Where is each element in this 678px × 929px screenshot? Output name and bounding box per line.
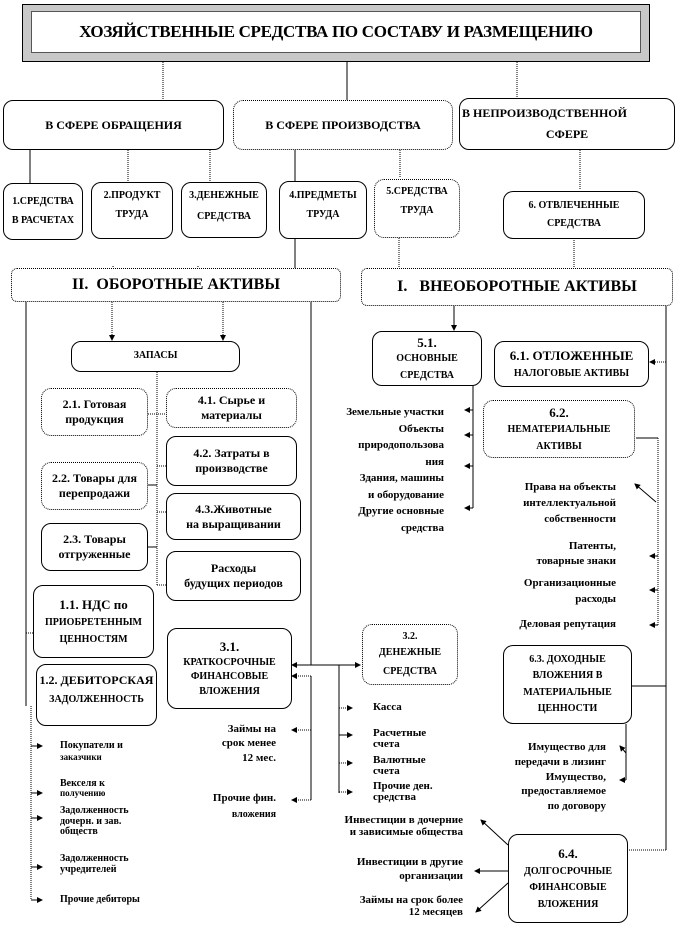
category-3-cash: 3.ДЕНЕЖНЫЕ СРЕДСТВА [181, 182, 267, 238]
receivable-item-subsidiaries: Задолженность дочерн. и зав. обществ [60, 805, 129, 837]
diagram-title: ХОЗЯЙСТВЕННЫЕ СРЕДСТВА ПО СОСТАВУ И РАЗМЕЩЕНИЮ [31, 11, 641, 53]
fixed-assets-5-1-box: 5.1. ОСНОВНЫЕ СРЕДСТВА [372, 331, 482, 386]
lti-item-subsidiaries: Инвестиции в дочерние и зависимые общества [344, 814, 463, 838]
intangible-item-patents: Патенты, товарные знаки [536, 540, 616, 568]
cash-item-other: Прочие ден. средства [373, 780, 433, 803]
intangibles-6-2-box: 6.2. НЕМАТЕРИАЛЬНЫЕ АКТИВЫ [483, 400, 635, 458]
category-1-settlements: 1.СРЕДСТВА В РАСЧЕТАХ [3, 183, 83, 240]
sti-item-other: Прочие фин. вложения [212, 792, 276, 820]
intangible-item-goodwill: Деловая репутация [519, 618, 616, 630]
receivable-item-buyers: Покупатели и заказчики [60, 740, 123, 762]
category-5-means-of-labor: 5.СРЕДСТВА ТРУДА [374, 179, 460, 238]
inventory-box: ЗАПАСЫ [71, 341, 240, 372]
intangible-item-org-expenses: Организационные расходы [523, 577, 616, 605]
cash-3-2-box: 3.2. ДЕНЕЖНЫЕ СРЕДСТВА [362, 624, 458, 685]
income-item-rental: Имущество, предоставляемое по договору [521, 771, 606, 812]
sphere-nonproduction: В НЕПРОИЗВОДСТВЕННОЙ СФЕРЕ [459, 98, 675, 150]
inventory-2-1-finished-goods: 2.1. Готовая продукция [41, 388, 148, 436]
sphere-production: В СФЕРЕ ПРОИЗВОДСТВА [233, 100, 453, 150]
intangible-item-ip-rights: Права на объекты интеллектуальной собственности [523, 481, 616, 525]
category-6-diverted-funds: 6. ОТВЛЕЧЕННЫЕ СРЕДСТВА [503, 191, 645, 239]
deferred-expenses-box: Расходы будущих периодов [166, 551, 301, 601]
cash-item-settlement-accounts: Расчетные счета [373, 727, 427, 750]
lti-item-other-orgs: Инвестиции в другие организации [356, 856, 463, 883]
inventory-2-2-goods-for-resale: 2.2. Товары для перепродажи [41, 462, 148, 510]
fa-item-land: Земельные участки [346, 406, 444, 418]
inventory-4-3-livestock: 4.3.Животные на выращивании [166, 493, 301, 540]
title-frame [22, 4, 650, 62]
income-item-leasing: Имущество для передачи в лизинг [514, 741, 606, 768]
inventory-4-2-wip: 4.2. Затраты в производстве [166, 436, 297, 486]
short-term-investments-3-1-box: 3.1. КРАТКОСРОЧНЫЕ ФИНАНСОВЫЕ ВЛОЖЕНИЯ [167, 628, 292, 709]
cash-item-register: Касса [373, 701, 402, 713]
category-2-labor-product: 2.ПРОДУКТ ТРУДА [91, 182, 173, 239]
cash-item-currency-accounts: Валютные счета [373, 754, 426, 777]
long-term-investments-6-4-box: 6.4. ДОЛГОСРОЧНЫЕ ФИНАНСОВЫЕ ВЛОЖЕНИЯ [508, 834, 628, 923]
deferred-tax-6-1-box: 6.1. ОТЛОЖЕННЫЕ НАЛОГОВЫЕ АКТИВЫ [494, 341, 649, 387]
vat-1-1-box: 1.1. НДС по ПРИОБРЕТЕННЫМ ЦЕННОСТЯМ [33, 585, 154, 658]
receivable-item-bills: Векселя к получению [60, 778, 106, 798]
income-investments-6-3-box: 6.3. ДОХОДНЫЕ ВЛОЖЕНИЯ В МАТЕРИАЛЬНЫЕ ЦЕННОСТИ [503, 645, 632, 724]
inventory-4-1-raw-materials: 4.1. Сырье и материалы [166, 388, 297, 428]
fixed-assets-items: Земельные участки Объекты природопользова ния Здания, машины и оборудование Другие основные средства [322, 404, 444, 536]
lti-item-loans: Займы на срок более 12 месяцев [359, 894, 463, 918]
current-assets-header: II. ОБОРОТНЫЕ АКТИВЫ [11, 268, 341, 302]
category-4-objects-of-labor: 4.ПРЕДМЕТЫ ТРУДА [279, 181, 367, 239]
sti-item-loans: Займы на срок менее 12 мес. [221, 723, 276, 764]
sphere-circulation: В СФЕРЕ ОБРАЩЕНИЯ [3, 100, 224, 150]
noncurrent-assets-header: I. ВНЕОБОРОТНЫЕ АКТИВЫ [361, 268, 673, 306]
receivable-item-other-debtors: Прочие дебиторы [60, 894, 140, 905]
inventory-2-3-goods-shipped: 2.3. Товары отгруженные [41, 523, 148, 571]
receivable-item-founders: Задолженность учредителей [60, 853, 129, 875]
receivables-1-2-box: 1.2. ДЕБИТОРСКАЯ ЗАДОЛЖЕННОСТЬ [36, 664, 157, 726]
